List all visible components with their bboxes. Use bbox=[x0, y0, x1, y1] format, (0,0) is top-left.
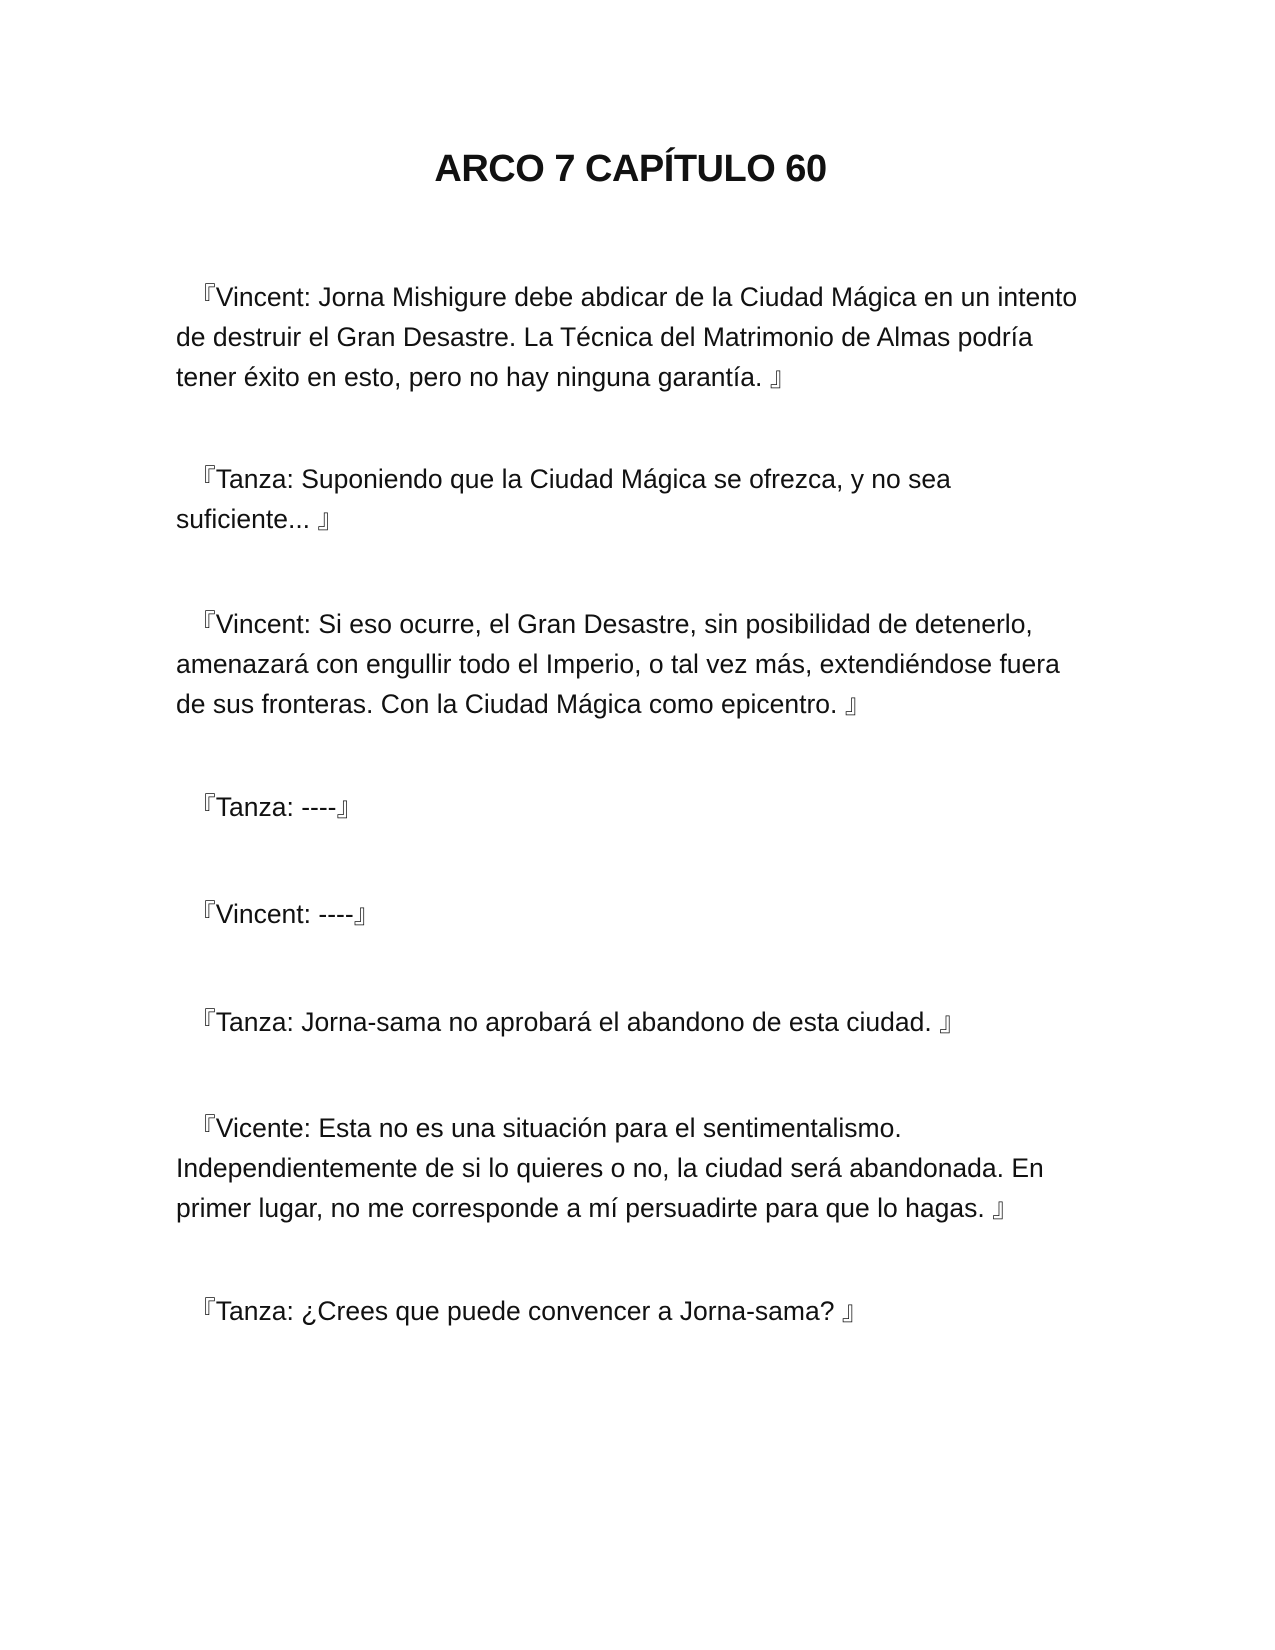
dialogue-paragraph-7: 『Vicente: Esta no es una situación para el sentimentalismo. Independientemente de si lo quieres o no, la ciudad será abandonada. En primer lugar, no me corresponde a mí persuadirte para que lo hagas. 』 bbox=[176, 1113, 1052, 1223]
dialogue-paragraph-8: 『Tanza: ¿Crees que puede convencer a Jorna-sama? 』 bbox=[176, 1296, 869, 1326]
dialogue-paragraph-2: 『Tanza: Suponiendo que la Ciudad Mágica se ofrezca, y no sea suficiente... 』 bbox=[176, 464, 959, 534]
dialogue-paragraph-5: 『Vincent: ----』 bbox=[176, 899, 381, 929]
dialogue-paragraph-6: 『Tanza: Jorna-sama no aprobará el abandono de esta ciudad. 』 bbox=[176, 1007, 966, 1037]
chapter-title bbox=[0, 148, 1275, 191]
dialogue-paragraph-4: 『Tanza: ----』 bbox=[176, 792, 363, 822]
dialogue-paragraph-3: 『Vincent: Si eso ocurre, el Gran Desastre, sin posibilidad de detenerlo, amenazará con engullir todo el Imperio, o tal vez más, extendiéndose fuera de sus fronteras. Con la Ciudad Mágica como epicentro. 』 bbox=[176, 609, 1068, 719]
chapter-title-text: ARCO 7 CAPÍTULO 60 bbox=[434, 148, 827, 190]
dialogue-paragraph-1: 『Vincent: Jorna Mishigure debe abdicar de la Ciudad Mágica en un intento de destruir el Gran Desastre. La Técnica del Matrimonio de Almas podría tener éxito en esto, pero no hay ninguna garantía. 』 bbox=[176, 282, 1085, 392]
